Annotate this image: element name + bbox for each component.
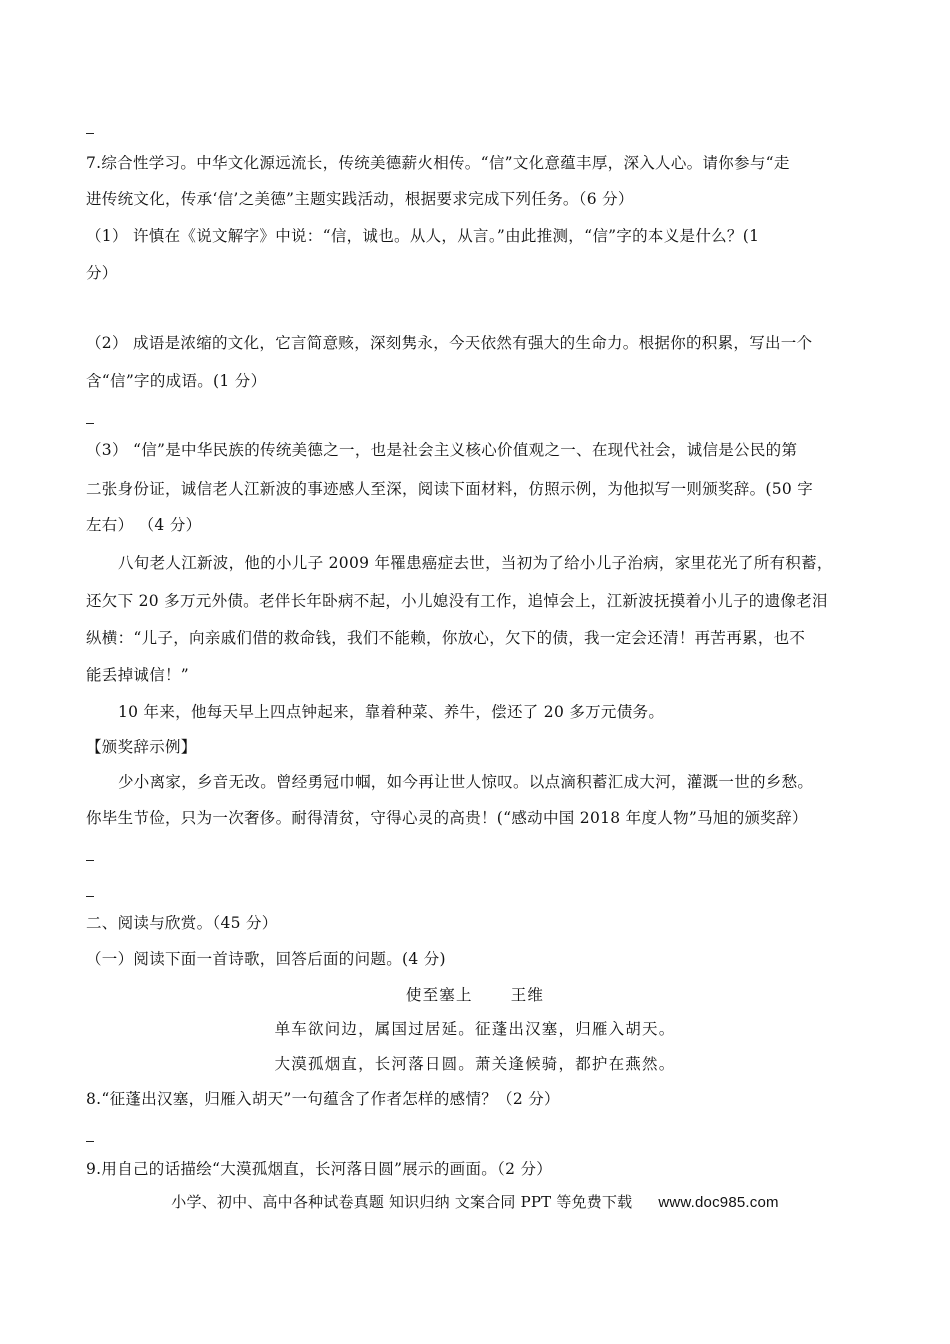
section-2-heading: 二、阅读与欣赏。（45 分） [86, 914, 278, 932]
answer-blank-mark [86, 423, 94, 424]
q7-sub3-line-1: （3） “信”是中华民族的传统美德之一，也是社会主义核心价值观之一、在现代社会，诚信是公民的第 [86, 441, 798, 459]
material-paragraph-2: 10 年来，他每天早上四点钟起来，靠着种菜、养牛，偿还了 20 多万元债务。 [118, 703, 665, 721]
answer-blank-mark [86, 896, 94, 897]
material-paragraph-1-line-1: 八旬老人江新波，他的小儿子 2009 年罹患癌症去世，当初为了给小儿子治病，家里花光了所有积蓄， [118, 554, 833, 572]
footer-text: 小学、初中、高中各种试卷真题 知识归纳 文案合同 PPT 等免费下载 [171, 1193, 633, 1211]
answer-blank-mark [86, 133, 94, 134]
poem-line-2: 大漠孤烟直，长河落日圆。萧关逢候骑，都护在燕然。 [274, 1055, 676, 1073]
poem-line-1: 单车欲问边，属国过居延。征蓬出汉塞，归雁入胡天。 [274, 1020, 676, 1038]
poem-title-line [0, 985, 950, 1005]
question-9: 9.用自己的话描绘“大漠孤烟直，长河落日圆”展示的画面。（2 分） [86, 1160, 553, 1178]
q7-sub1-line-2: 分） [86, 264, 118, 282]
poem-title: 使至塞上 [405, 986, 473, 1004]
q7-line-1: 7.综合性学习。中华文化源远流长，传统美德薪火相传。“信”文化意蕴丰厚，深入人心。请你参与“走 [86, 154, 790, 172]
answer-blank-mark [86, 860, 94, 861]
q7-sub3-line-2: 二张身份证，诚信老人江新波的事迹感人至深，阅读下面材料，仿照示例，为他拟写一则颁奖辞。(50 字 [86, 480, 814, 498]
answer-blank-mark [86, 1141, 94, 1142]
material-paragraph-1-line-4: 能丢掉诚信！” [86, 666, 190, 684]
award-example-heading: 【颁奖辞示例】 [86, 738, 197, 756]
footer-url[interactable]: www.doc985.com [658, 1194, 779, 1211]
q7-sub2-line-2: 含“信”字的成语。(1 分） [86, 372, 267, 390]
material-paragraph-1-line-2: 还欠下 20 多万元外债。老伴长年卧病不起，小儿媳没有工作，追悼会上，江新波抚摸着小儿子的遗像老泪 [86, 592, 828, 610]
q7-sub2-line-1: （2） 成语是浓缩的文化，它言简意赅，深刻隽永，今天依然有强大的生命力。根据你的积累，写出一个 [86, 334, 813, 352]
q7-line-2: 进传统文化，传承‘信’之美德”主题实践活动，根据要求完成下列任务。（6 分） [86, 190, 634, 208]
award-example-line-2: 你毕生节俭，只为一次奢侈。耐得清贫，守得心灵的高贵！(“感动中国 2018 年度人物”马旭的颁奖辞） [86, 809, 808, 827]
q7-sub1-line-1: （1） 许慎在《说文解字》中说：“信，诚也。从人，从言。”由此推测，“信”字的本义是什么？(1 [86, 227, 760, 245]
question-8: 8.“征蓬出汉塞，归雁入胡天”一句蕴含了作者怎样的感情？（2 分） [86, 1090, 560, 1108]
material-paragraph-1-line-3: 纵横：“儿子，向亲戚们借的救命钱，我们不能赖，你放心，欠下的债，我一定会还清！再苦再累，也不 [86, 629, 806, 647]
poem-author: 王维 [510, 986, 545, 1004]
page-footer [0, 1192, 950, 1213]
section-2-part-1-intro: （一）阅读下面一首诗歌，回答后面的问题。(4 分) [86, 950, 446, 968]
q7-sub3-line-3: 左右） （4 分） [86, 516, 202, 534]
award-example-line-1: 少小离家，乡音无改。曾经勇冠巾帼，如今再让世人惊叹。以点滴积蓄汇成大河，灌溉一世的乡愁。 [118, 773, 814, 791]
